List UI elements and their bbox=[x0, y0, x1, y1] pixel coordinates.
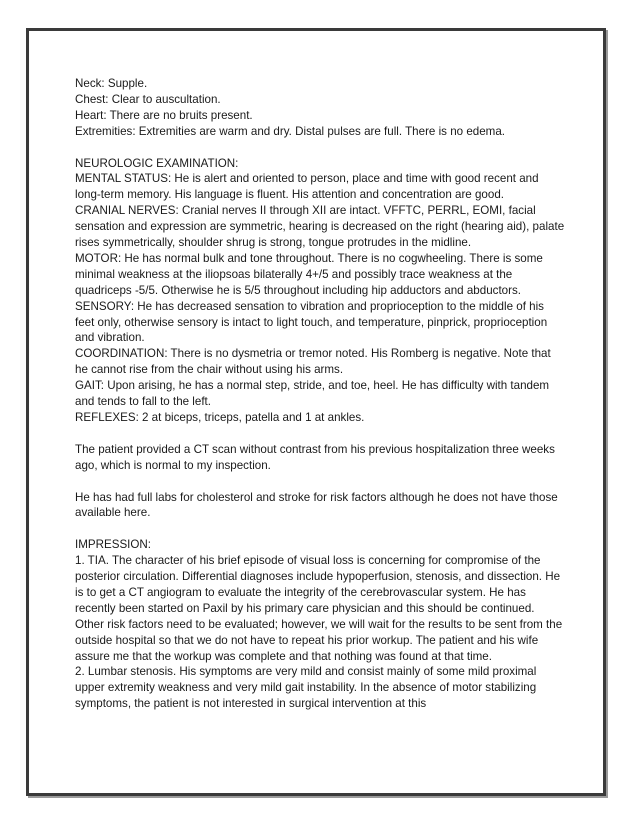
neuro-sensory: SENSORY: He has decreased sensation to vibration and proprioception to the middle of his feet only, otherwise sensory is intact to light touch, and temperature, pinprick, proprioception and vibration. bbox=[75, 299, 548, 345]
neuro-reflexes: REFLEXES: 2 at biceps, triceps, patella and 1 at ankles. bbox=[75, 411, 365, 425]
exam-neck: Neck: Supple. bbox=[75, 77, 148, 90]
spacer bbox=[75, 140, 565, 156]
neuro-motor: MOTOR: He has normal bulk and tone throughout. There is no cogwheeling. There is some minimal weakness at the iliopsoas bilaterally 4+/5 and possibly trace weakness at the quadriceps -5/5. Otherwise he is 5/5 throughout including hip adductors and abductors. bbox=[75, 251, 543, 297]
neuro-gait: GAIT: Upon arising, he has a normal step, stride, and toe, heel. He has difficulty with tandem and tends to fall to the left. bbox=[75, 379, 550, 409]
ct-scan-paragraph: The patient provided a CT scan without contrast from his previous hospitalization three weeks ago, which is normal to my inspection. bbox=[75, 442, 555, 472]
exam-chest: Chest: Clear to auscultation. bbox=[75, 92, 221, 106]
neuro-cranial-nerves: CRANIAL NERVES: Cranial nerves II through XII are intact. VFFTC, PERRL, EOMI, facial sensation and expression are symmetric, hearing is decreased on the right (hearing aid), palate rises symmetrically, shoulder shrug is strong, tongue protrudes in the midline. bbox=[75, 204, 565, 250]
neuro-mental-status: MENTAL STATUS: He is alert and oriented to person, place and time with good recent and long-term memory. His language is fluent. His attention and concentration are good. bbox=[75, 172, 539, 202]
exam-extremities: Extremities: Extremities are warm and dry. Distal pulses are full. There is no edema. bbox=[75, 124, 505, 138]
exam-heart: Heart: There are no bruits present. bbox=[75, 108, 253, 122]
spacer bbox=[75, 521, 565, 537]
impression-heading: IMPRESSION: bbox=[75, 538, 152, 552]
neuro-heading: NEUROLOGIC EXAMINATION: bbox=[75, 156, 239, 170]
impression-item-1: 1. TIA. The character of his brief episode of visual loss is concerning for compromise of the posterior circulation. Differential diagnoses include hypoperfusion, stenosis, and dissection. He is to get a CT angiogram to evaluate the integrity of the cerebrovascular system. He has recently been started on Paxil by his primary care physician and this should be continued. Other risk factors need to be evaluated; however, we will wait for the results to be sent from the outside hospital so that we do not have to repeat his prior workup. The patient and his wife assure me that the workup was complete and that nothing was found at that time. bbox=[75, 554, 563, 663]
document-body bbox=[75, 76, 565, 712]
spacer bbox=[75, 474, 565, 490]
labs-paragraph: He has had full labs for cholesterol and stroke for risk factors although he does not have those available here. bbox=[75, 490, 558, 520]
spacer bbox=[75, 426, 565, 442]
neuro-coordination: COORDINATION: There is no dysmetria or tremor noted. His Romberg is negative. Note that he cannot rise from the chair without using his arms. bbox=[75, 347, 551, 377]
impression-item-2: 2. Lumbar stenosis. His symptoms are very mild and consist mainly of some mild proximal upper extremity weakness and very mild gait instability. In the absence of motor stabilizing symptoms, the patient is not interested in surgical intervention at this bbox=[75, 665, 537, 711]
